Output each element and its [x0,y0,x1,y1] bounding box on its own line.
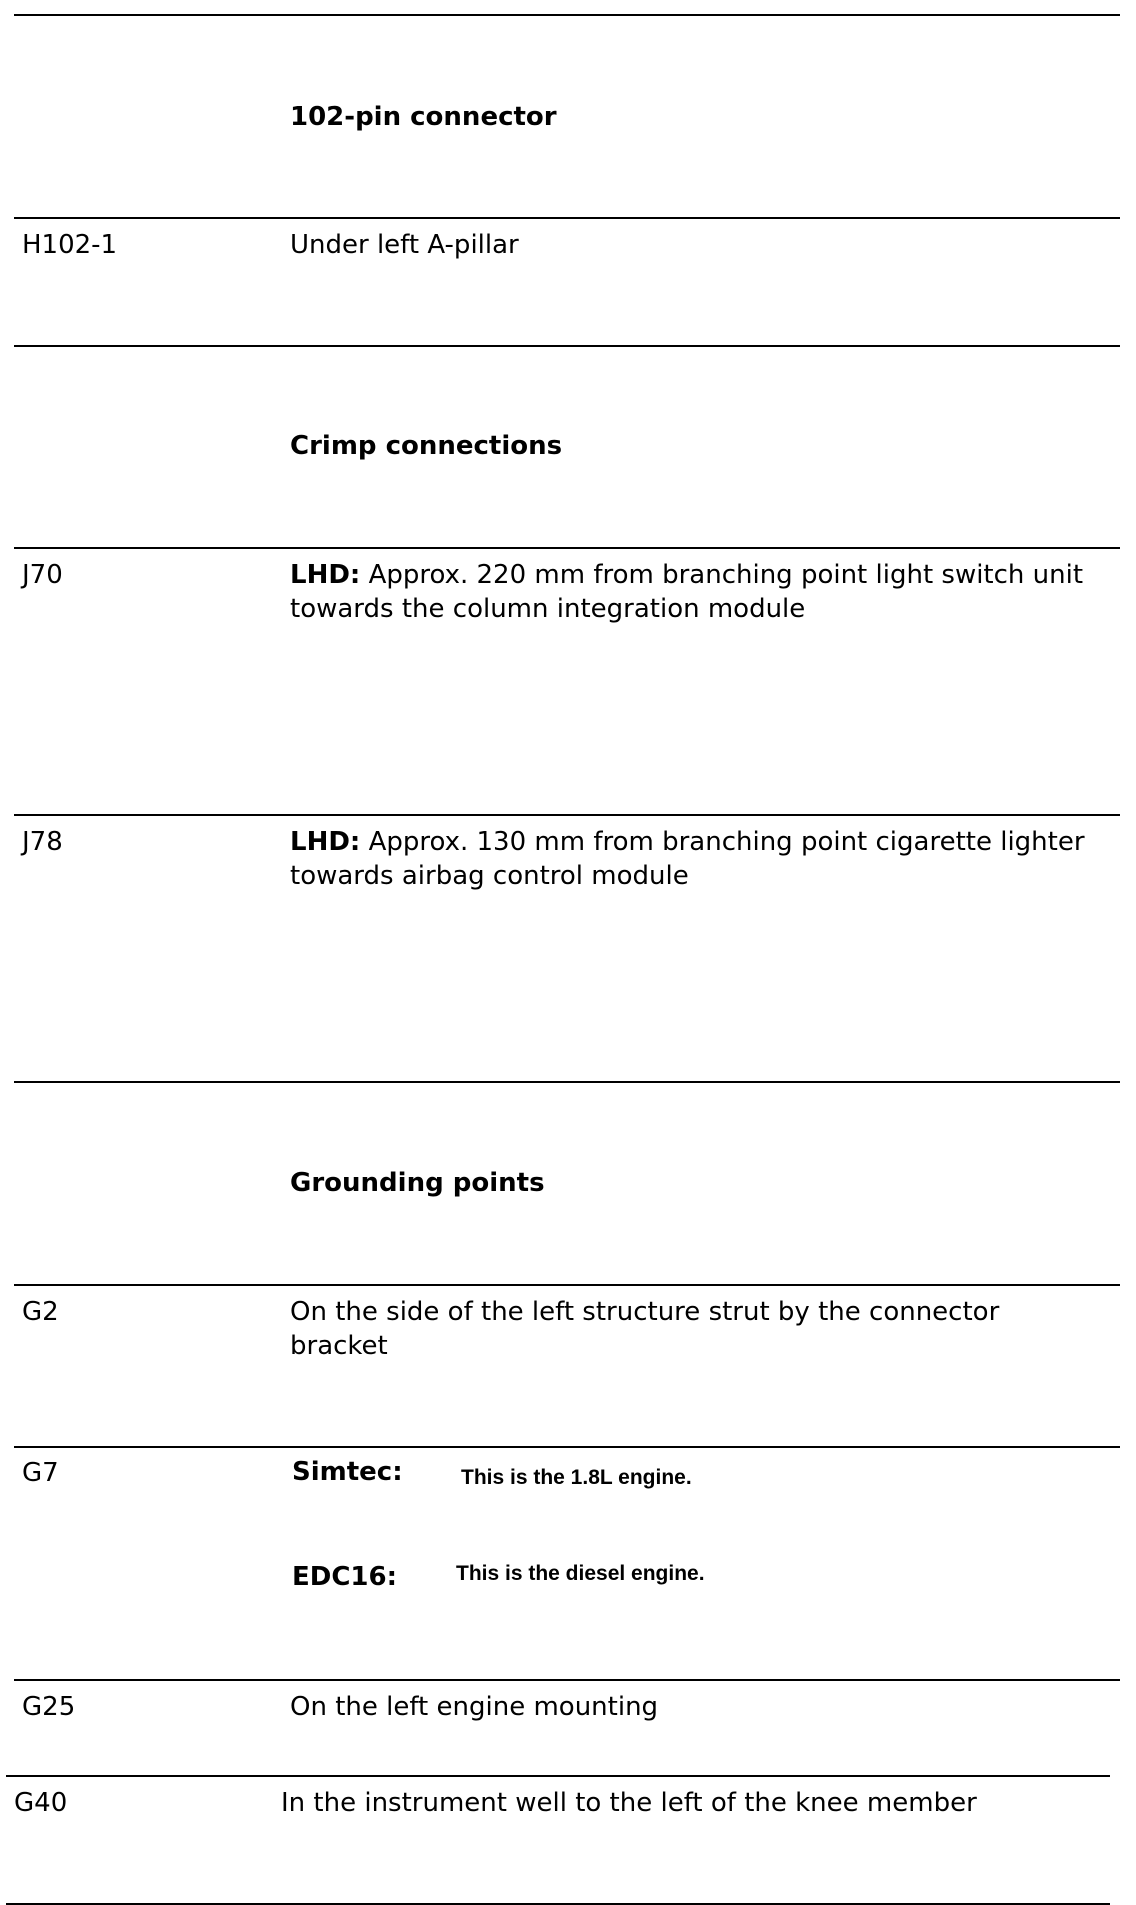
table-rule [14,547,1120,549]
table-rule [14,1081,1120,1083]
row-text-j78: Approx. 130 mm from branching point cigarette lighter towards airbag control module [290,827,1085,891]
table-rule [14,814,1120,816]
row-label-j70: LHD: [290,560,361,590]
row-code-h102-1: H102-1 [22,230,118,260]
row-text-j70: Approx. 220 mm from branching point light switch unit towards the column integration module [290,560,1084,624]
row-description-j78 [290,825,1102,893]
section-heading-connector: 102-pin connector [290,102,557,132]
table-rule [14,1679,1120,1681]
row-label-j78: LHD: [290,827,361,857]
row-description-g25: On the left engine mounting [290,1692,659,1722]
table-rule [14,217,1120,219]
row-code-j78: J78 [22,827,63,857]
table-rule [14,1284,1120,1286]
row-code-g25: G25 [22,1692,76,1722]
table-rule [14,345,1120,347]
row-text-simtec: This is the 1.8L engine. [461,1466,692,1489]
row-text-edc16: This is the diesel engine. [456,1562,705,1585]
row-label-simtec: Simtec: [292,1457,403,1487]
row-label-edc16: EDC16: [292,1562,398,1592]
row-description-g2: On the side of the left structure strut by the connector bracket [290,1297,1000,1361]
table-rule-top [14,14,1120,16]
section-heading-grounding: Grounding points [290,1168,545,1198]
row-description-h102-1: Under left A-pillar [290,230,519,260]
row-description-j70 [290,558,1102,626]
row-code-g2: G2 [22,1297,59,1327]
table-rule [6,1775,1110,1777]
row-code-g7: G7 [22,1458,59,1488]
row-code-g40: G40 [14,1788,68,1818]
row-description-g40: In the instrument well to the left of the knee member [281,1788,977,1818]
table-rule [14,1446,1120,1448]
section-heading-crimp: Crimp connections [290,431,563,461]
row-code-j70: J70 [22,560,63,590]
